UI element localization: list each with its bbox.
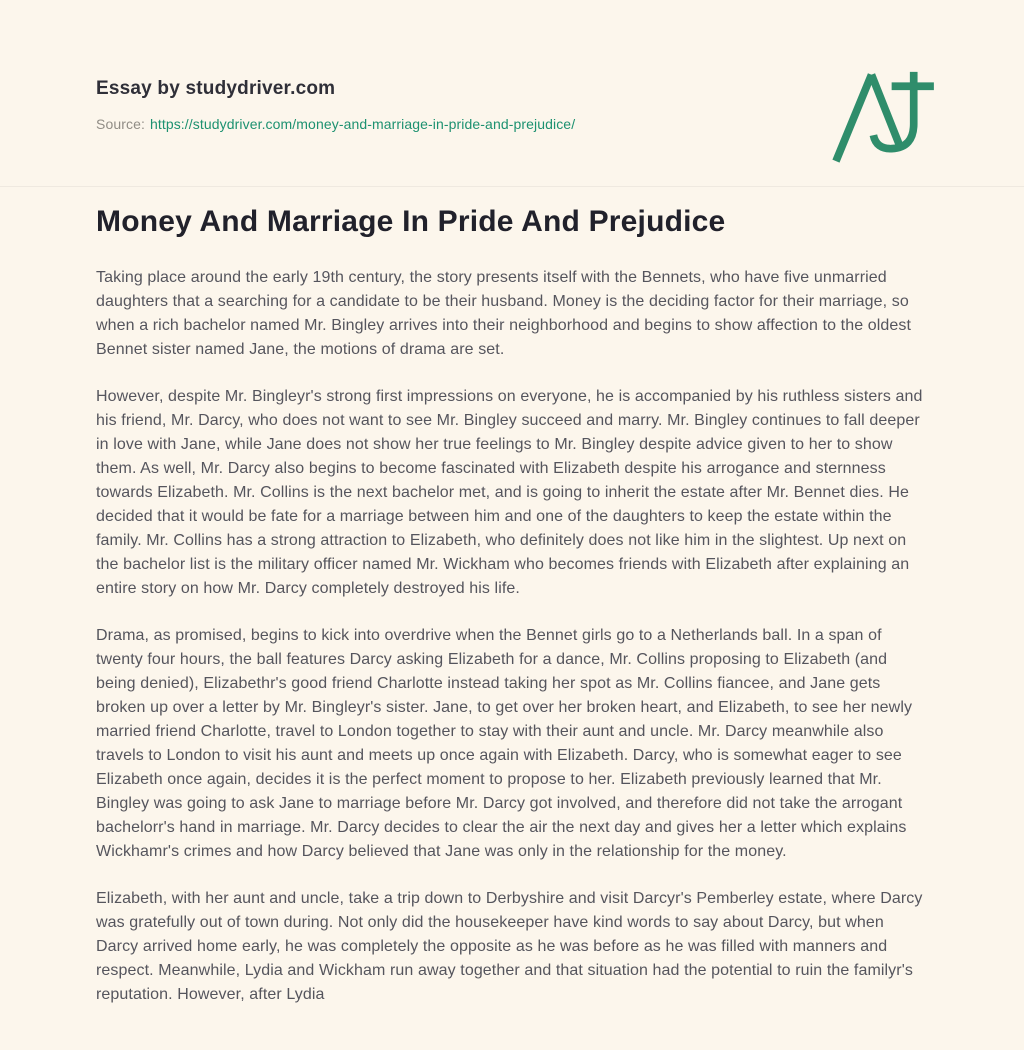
header-divider	[0, 186, 1024, 187]
essay-paragraph: Taking place around the early 19th century, the story presents itself with the Bennets, who have five unmarried daughters that a searching for a candidate to be their husband. Money is the deciding factor for their marriage, so when a rich bachelor named Mr. Bingley arrives into their neighborhood and begins to show affection to the oldest Bennet sister named Jane, the motions of drama are set.	[96, 269, 912, 358]
essay-title: Money And Marriage In Pride And Prejudice	[96, 205, 726, 238]
source-label: Source:	[96, 116, 145, 132]
essay-paragraph: However, despite Mr. Bingleyr's strong first impressions on everyone, he is accompanied by his ruthless sisters and his friend, Mr. Darcy, who does not want to see Mr. Bingley succeed and marry. Mr. Bingley continues to fall deeper in love with Jane, while Jane does not show her true feelings to Mr. Bingley despite advice given to her to show them. As well, Mr. Darcy also begins to become fascinated with Elizabeth despite his arrogance and sternness towards Elizabeth. Mr. Collins is the next bachelor met, and is going to inherit the estate after Mr. Bennet dies. He decided that it would be fate for a marriage between him and one of the daughters to keep the estate within the family. Mr. Collins has a strong attraction to Elizabeth, who definitely does not like him in the slightest. Up next on the bachelor list is the military officer named Mr. Wickham who becomes friends with Elizabeth after explaining an entire story on how Mr. Darcy completely destroyed his life.	[96, 388, 923, 597]
essay-paragraph: Elizabeth, with her aunt and uncle, take a trip down to Derbyshire and visit Darcyr's Pemberley estate, where Darcy was gratefully out of town during. Not only did the housekeeper have kind words to say about Darcy, but when Darcy arrived home early, he was completely the opposite as he was before as he was filled with manners and respect. Meanwhile, Lydia and Wickham run away together and that situation had the potential to ruin the familyr's reputation. However, after Lydia	[96, 890, 923, 1003]
studydriver-logo-icon	[830, 68, 936, 164]
essay-article	[0, 204, 1024, 1007]
source-link[interactable]: https://studydriver.com/money-and-marriage-in-pride-and-prejudice/	[149, 116, 576, 132]
source-row	[96, 116, 928, 132]
essay-body	[96, 266, 928, 1007]
byline: Essay by studydriver.com	[96, 78, 336, 99]
essay-paragraph: Drama, as promised, begins to kick into overdrive when the Bennet girls go to a Netherlands ball. In a span of twenty four hours, the ball features Darcy asking Elizabeth for a dance, Mr. Collins proposing to Elizabeth (and being denied), Elizabethr's good friend Charlotte instead taking her spot as Mr. Collins fiancee, and Jane gets broken up over a letter by Mr. Bingleyr's sister. Jane, to get over her broken heart, and Elizabeth, to see her newly married friend Charlotte, travel to London together to stay with their aunt and uncle. Mr. Darcy meanwhile also travels to London to visit his aunt and meets up once again with Elizabeth. Darcy, who is somewhat eager to see Elizabeth once again, decides it is the perfect moment to propose to her. Elizabeth previously learned that Mr. Bingley was going to ask Jane to marriage before Mr. Darcy got involved, and therefore did not take the arrogant bachelorr's hand in marriage. Mr. Darcy decides to clear the air the next day and gives her a letter which explains Wickhamr's crimes and how Darcy believed that Jane was only in the relationship for the money.	[96, 627, 913, 860]
page-header	[0, 0, 1024, 132]
